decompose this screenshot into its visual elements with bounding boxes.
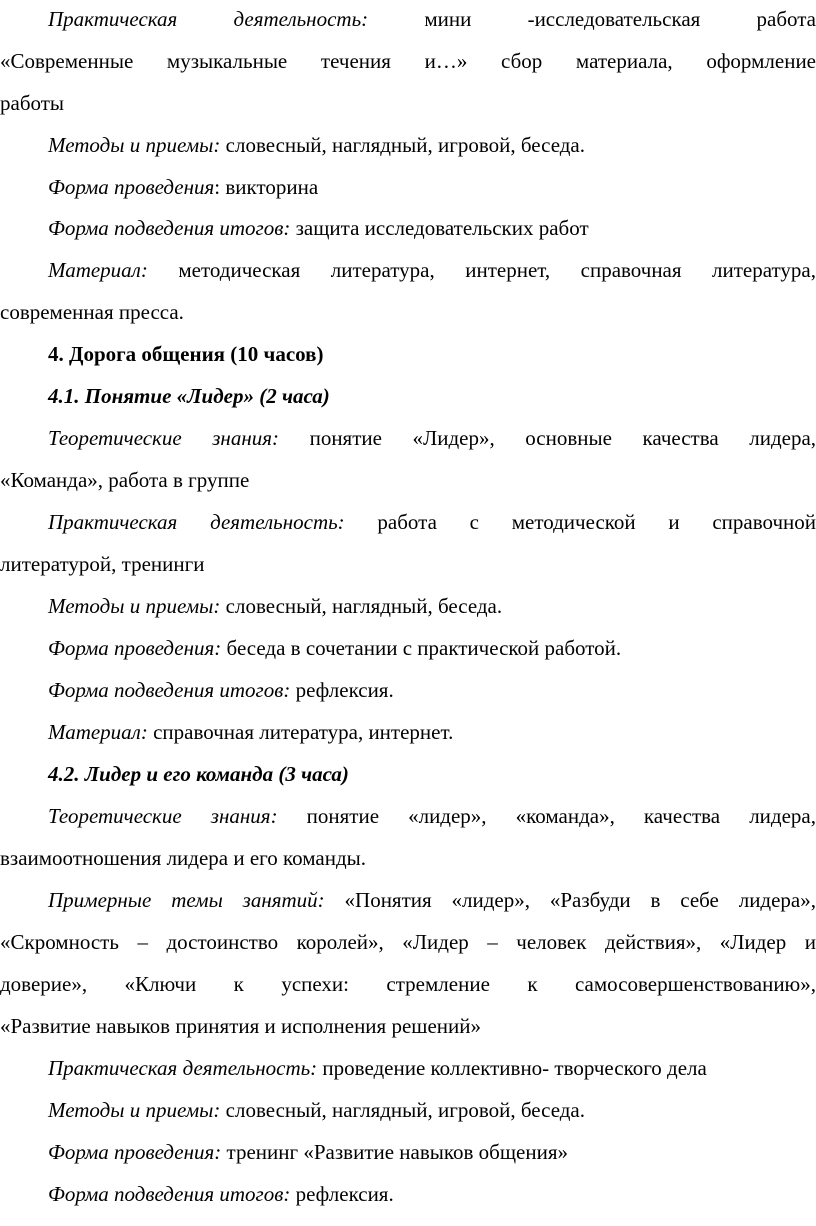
- form-text-2: беседа в сочетании с практической работой.: [221, 636, 622, 660]
- topics-line-4: «Развитие навыков принятия и исполнения решений»: [0, 1014, 481, 1038]
- theory-line-4: взаимоотношения лидера и его команды.: [0, 846, 367, 870]
- methods-label: Методы и приемы:: [48, 133, 221, 157]
- methods-line: [0, 131, 816, 159]
- practical-activity-line-2: «Современные музыкальные течения и…» сбор материала, оформление: [0, 49, 816, 73]
- theory-text-2: понятие «лидер», «команда», качества лидера,: [306, 804, 816, 828]
- summary-form-label: Форма подведения итогов:: [48, 216, 291, 240]
- theory-line-3: [0, 802, 816, 830]
- section-heading: 4. Дорога общения (10 часов): [48, 342, 324, 366]
- theory-label: Теоретические знания:: [48, 426, 280, 450]
- theory-line-2: «Команда», работа в группе: [0, 468, 250, 492]
- summary-form-line-3: [0, 1180, 816, 1208]
- material-text: методическая литература, интернет, справочная литература,: [178, 258, 816, 282]
- topics-text: «Понятия «лидер», «Разбуди в себе лидера»,: [344, 888, 816, 912]
- practical-line-2: литературой, тренинги: [0, 552, 205, 576]
- practical-label-2: Практическая деятельность:: [48, 1056, 318, 1080]
- summary-form-line: [0, 214, 816, 242]
- theory-label-2: Теоретические знания:: [48, 804, 278, 828]
- form-text-3: тренинг «Развитие навыков общения»: [221, 1140, 568, 1164]
- summary-form-line-2: [0, 676, 816, 704]
- summary-form-label-3: Форма подведения итогов:: [48, 1182, 291, 1206]
- practical-activity-line-3: работы: [0, 91, 65, 115]
- form-line-2: [0, 634, 816, 662]
- summary-form-text-2: рефлексия.: [290, 678, 394, 702]
- form-line: [0, 173, 816, 201]
- methods-text: словесный, наглядный, игровой, беседа.: [220, 133, 585, 157]
- practical-line: [0, 508, 816, 536]
- form-label-3: Форма проведения:: [48, 1140, 222, 1164]
- material-text-2: справочная литература, интернет.: [147, 720, 454, 744]
- topics-line-3: доверие», «Ключи к успехи: стремление к самосовершенствованию»,: [0, 972, 816, 996]
- material-line-3: [0, 718, 816, 746]
- topics-label: Примерные темы занятий:: [48, 888, 325, 912]
- summary-form-text-3: рефлексия.: [290, 1182, 394, 1206]
- material-line-2: современная пресса.: [0, 300, 184, 324]
- material-line: [0, 256, 816, 284]
- practical-line-3: [0, 1054, 816, 1082]
- material-label: Материал:: [48, 258, 148, 282]
- form-label-2: Форма проведения:: [48, 636, 222, 660]
- theory-line: [0, 424, 816, 452]
- methods-label-3: Методы и приемы:: [48, 1098, 221, 1122]
- practical-activity-label: Практическая деятельность:: [48, 7, 369, 31]
- methods-text-3: словесный, наглядный, игровой, беседа.: [220, 1098, 585, 1122]
- topics-line-2: «Скромность – достоинство королей», «Лидер – человек действия», «Лидер и: [0, 930, 816, 954]
- methods-line-2: [0, 592, 816, 620]
- subsection-heading-1: 4.1. Понятие «Лидер» (2 часа): [48, 384, 330, 408]
- material-label-2: Материал:: [48, 720, 148, 744]
- subsection-heading-2: 4.2. Лидер и его команда (3 часа): [48, 762, 349, 786]
- form-line-3: [0, 1138, 816, 1166]
- practical-text: работа с методической и справочной: [377, 510, 816, 534]
- topics-line: [0, 886, 816, 914]
- methods-line-3: [0, 1096, 816, 1124]
- summary-form-text: защита исследовательских работ: [290, 216, 589, 240]
- summary-form-label-2: Форма подведения итогов:: [48, 678, 291, 702]
- form-text: : викторина: [214, 175, 319, 199]
- practical-label: Практическая деятельность:: [48, 510, 345, 534]
- methods-text-2: словесный, наглядный, беседа.: [220, 594, 503, 618]
- practical-activity-line: [0, 5, 816, 33]
- form-label: Форма проведения: [48, 175, 215, 199]
- practical-text-2: проведение коллективно- творческого дела: [317, 1056, 707, 1080]
- methods-label-2: Методы и приемы:: [48, 594, 221, 618]
- practical-activity-text: мини -исследовательская работа: [424, 7, 816, 31]
- theory-text: понятие «Лидер», основные качества лидера,: [309, 426, 816, 450]
